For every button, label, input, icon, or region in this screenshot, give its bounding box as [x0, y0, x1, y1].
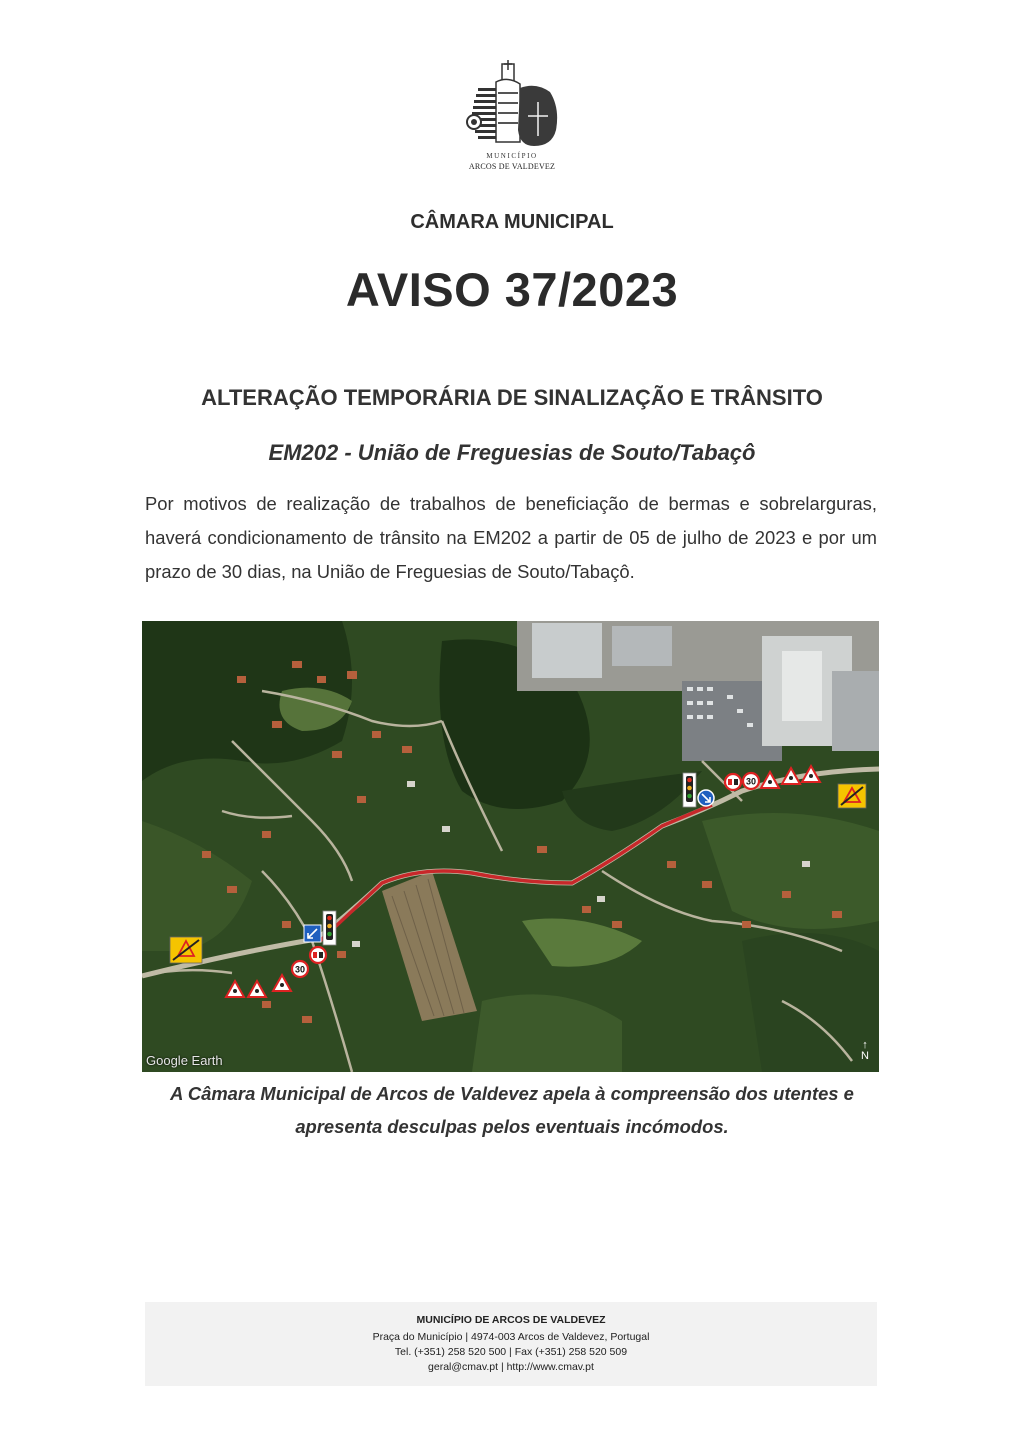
speed-limit-30-icon — [292, 961, 308, 977]
aerial-map — [142, 621, 879, 1072]
footer-name: MUNICÍPIO DE ARCOS DE VALDEVEZ — [416, 1314, 606, 1326]
appeal-text — [0, 1077, 1024, 1143]
department-heading: CÂMARA MUNICIPAL — [410, 211, 614, 233]
notice-subject: ALTERAÇÃO TEMPORÁRIA DE SINALIZAÇÃO E TRÂNSITO — [201, 385, 823, 410]
svg-text:30: 30 — [294, 964, 306, 975]
municipal-logo — [456, 58, 568, 174]
north-label: N — [861, 1050, 869, 1062]
end-of-restrictions-icon — [170, 937, 202, 963]
footer-address: Praça do Município | 4974-003 Arcos de Valdevez, Portugal — [372, 1331, 650, 1343]
satellite-image — [142, 621, 879, 1072]
traffic-light-icon — [683, 773, 696, 807]
google-earth-watermark: Google Earth — [146, 1053, 223, 1068]
footer — [145, 1302, 877, 1386]
speed-limit-30-icon — [743, 773, 759, 789]
municipal-coat-of-arms-icon — [456, 58, 568, 152]
svg-text:30: 30 — [745, 776, 757, 787]
logo-line-municipio: MUNICÍPIO — [486, 152, 538, 160]
appeal-line-1: A Câmara Municipal de Arcos de Valdevez apela à compreensão dos utentes e — [170, 1083, 854, 1104]
end-of-restrictions-icon — [838, 784, 866, 808]
keep-right-icon — [698, 790, 714, 806]
north-arrow-icon: ↑ N — [861, 1039, 869, 1062]
keep-left-icon — [304, 925, 321, 942]
footer-phone: Tel. (+351) 258 520 500 | Fax (+351) 258 520 509 — [394, 1346, 628, 1358]
notice-title: AVISO 37/2023 — [345, 263, 679, 316]
logo-line-arcos: ARCOS DE VALDEVEZ — [468, 162, 556, 171]
footer-contacts: geral@cmav.pt | http://www.cmav.pt — [428, 1361, 594, 1373]
traffic-light-icon — [323, 911, 336, 945]
notice-location: EM202 - União de Freguesias de Souto/Tabaçô — [268, 440, 756, 465]
no-overtaking-icon — [725, 774, 741, 790]
no-overtaking-icon — [310, 947, 326, 963]
notice-body: Por motivos de realização de trabalhos de beneficiação de bermas e sobrelarguras, haverá condicionamento de trânsito na EM202 a partir de 05 de julho de 2023 e por um prazo de 30 dias, na União de Freguesias de Souto/Tabaçô. — [145, 493, 877, 582]
appeal-line-2: apresenta desculpas pelos eventuais incómodos. — [295, 1116, 729, 1137]
